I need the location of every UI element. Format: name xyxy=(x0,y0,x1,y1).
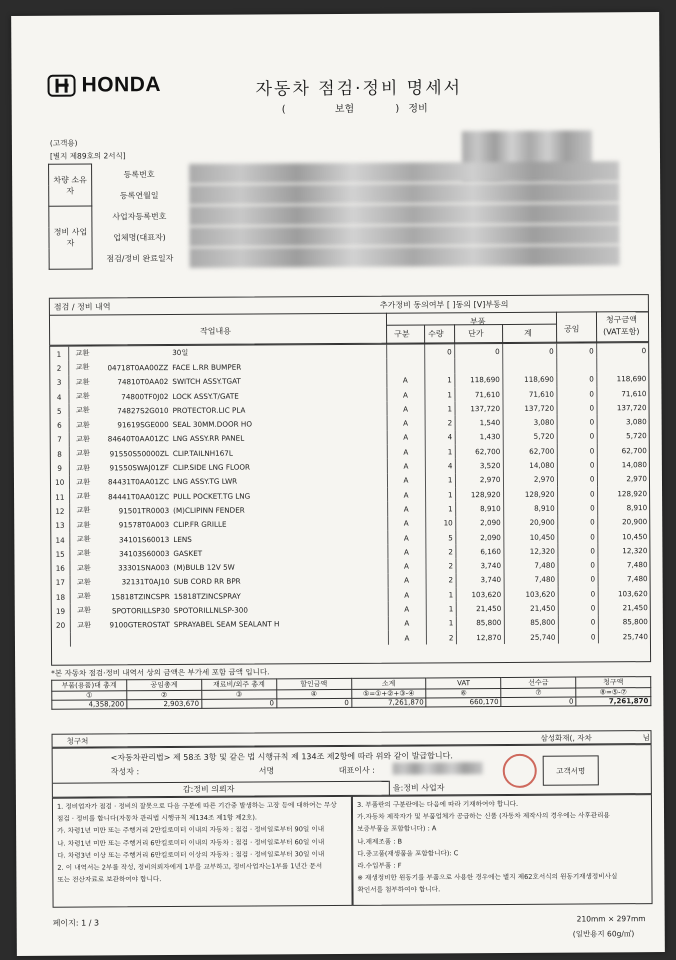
part-type: A xyxy=(388,602,426,617)
part-description: SPOTORILLNLSP-300 xyxy=(173,605,248,615)
part-type: A xyxy=(387,430,425,445)
author-label: 작성자 : xyxy=(110,767,140,777)
line-total: 7,480 xyxy=(504,572,558,587)
company-seal xyxy=(503,754,537,788)
part-code: 04718T0AA00ZZ xyxy=(107,362,169,373)
work-type: 교환 xyxy=(68,361,96,375)
owner-group-label: 차량 소유자 xyxy=(49,164,92,206)
claim-amount: 20,900 xyxy=(597,515,649,530)
part-code: 84640T0AA01ZC xyxy=(107,434,169,444)
part-code: 9100GTEROSTAT xyxy=(109,620,170,630)
work-type: 교환 xyxy=(69,475,97,489)
part-type: A xyxy=(387,502,425,517)
row-number: 15 xyxy=(55,549,65,559)
part-description: SWITCH ASSY.TGAT xyxy=(172,376,241,387)
line-total: 62,700 xyxy=(503,444,557,459)
unit-price: 1,430 xyxy=(455,430,503,445)
labor-cost: 0 xyxy=(556,372,596,387)
unit-price-header: 단가 xyxy=(468,329,484,339)
row-number: 1 xyxy=(56,349,62,359)
terms-left-line: 1. 정비업자가 점검 · 정비의 잘못으로 다음 구분에 따른 기간중 발생하는 고장 등에 대하여는 무상 xyxy=(56,801,337,811)
quantity: 1 xyxy=(424,401,454,415)
unit-price: 3,740 xyxy=(456,573,504,588)
terms-right-line: 다.중고품(재생품을 포함합니다): C xyxy=(357,849,459,858)
unit-price: 3,520 xyxy=(455,458,503,473)
row-number: 13 xyxy=(55,520,65,530)
vat-note: *본 자동차 점검·정비 내역서 상의 금액은 부가세 포함 금액 입니다. xyxy=(51,667,270,678)
summary-formula: ② xyxy=(127,690,202,699)
part-code: 91550SWAJ01ZF xyxy=(109,463,169,473)
work-type: 교환 xyxy=(69,561,97,575)
quantity: 1 xyxy=(426,616,456,630)
summary-formula: ⑥ xyxy=(426,689,501,698)
business-row-label: 사업자등록번호 xyxy=(112,211,167,221)
row-number: 7 xyxy=(57,435,62,445)
work-type: 교환 xyxy=(69,532,97,546)
labor-cost: 0 xyxy=(557,544,597,559)
part-code xyxy=(96,346,170,361)
quantity: 1 xyxy=(426,602,456,616)
row-number: 11 xyxy=(55,492,65,502)
unit-price: 2,090 xyxy=(455,530,503,545)
work-header xyxy=(49,294,649,346)
owner-row-label: 등록번호 xyxy=(123,169,155,179)
quantity: 1 xyxy=(425,502,455,516)
row-number: 8 xyxy=(57,449,62,459)
part-code: 74827S2G010 xyxy=(117,405,169,416)
document-subtitle: ( 보험 ) 정비 xyxy=(281,103,428,116)
part-description: FACE L.RR BUMPER xyxy=(172,362,242,372)
summary-header: 소계 xyxy=(351,678,426,689)
unit-price: 12,870 xyxy=(456,630,504,645)
terms-left-line: 2. 이 내역서는 2부를 작성, 정비의뢰자에게 1부를 교부하고, 정비사업자는1부를 1년간 문서 xyxy=(57,862,323,872)
quantity: 2 xyxy=(426,573,456,587)
document-title: 자동차 점검·정비 명세서 xyxy=(255,78,463,100)
part-description: CLIP.TAILNH167L xyxy=(172,448,233,458)
summary-formula: ④ xyxy=(276,689,351,698)
unit-price: 21,450 xyxy=(456,601,504,616)
type-header: 구분 xyxy=(394,329,410,339)
work-content-header: 작업내용 xyxy=(200,326,232,336)
terms-right-line: 나.재제조품 : B xyxy=(357,837,403,846)
line-total: 103,620 xyxy=(504,587,558,602)
line-total: 5,720 xyxy=(503,429,557,444)
summary-value: 7,261,870 xyxy=(351,698,426,707)
labor-cost: 0 xyxy=(557,458,597,473)
business-row-label: 업체명(대표자) xyxy=(113,232,166,242)
part-type: A xyxy=(388,616,426,631)
labor-cost: 0 xyxy=(557,529,597,544)
claim-amount: 0 xyxy=(596,343,648,358)
claim-amount: 7,480 xyxy=(598,572,650,587)
labor-cost: 0 xyxy=(558,615,598,630)
part-description: CLIP.SIDE LNG FLOOR xyxy=(172,462,251,473)
work-type: 교환 xyxy=(69,461,97,475)
claim-vat-header: (VAT포함) xyxy=(603,327,640,337)
part-type: A xyxy=(387,487,425,502)
line-total: 20,900 xyxy=(503,515,557,530)
brand-name: HONDA xyxy=(81,73,162,97)
labor-cost: 0 xyxy=(556,386,596,401)
claim-amount: 137,720 xyxy=(596,400,648,415)
line-total: 137,720 xyxy=(502,401,556,416)
work-type: 교환 xyxy=(68,389,96,403)
part-description: GASKET xyxy=(173,548,203,558)
summary-header: 공임총계 xyxy=(127,679,202,690)
summary-header: VAT xyxy=(426,678,501,689)
part-type: A xyxy=(387,530,425,545)
part-code: 84431T0AA01ZC xyxy=(108,477,170,487)
claim-amount: 103,620 xyxy=(598,586,650,601)
work-type: 교환 xyxy=(69,518,97,532)
labor-cost: 0 xyxy=(558,572,598,587)
claim-amount: 8,910 xyxy=(597,500,649,515)
part-description: LENS xyxy=(173,534,192,544)
owner-row-label: 등록연월일 xyxy=(119,190,159,200)
summary-value: 2,903,670 xyxy=(127,699,202,708)
work-type: 교환 xyxy=(69,404,97,418)
document-sheet xyxy=(11,12,665,956)
part-type: A xyxy=(387,459,425,474)
quantity: 4 xyxy=(425,459,455,473)
terms-left xyxy=(52,796,353,908)
part-type: A xyxy=(388,630,426,645)
summary-table xyxy=(51,676,651,710)
labor-cost: 0 xyxy=(557,429,597,444)
labor-cost: 0 xyxy=(557,443,597,458)
quantity: 0 xyxy=(424,344,454,358)
row-number: 3 xyxy=(56,377,62,387)
unit-price: 103,620 xyxy=(456,587,504,602)
work-type: 교환 xyxy=(69,489,97,503)
paper-spec: (일반용지 60g/㎡) xyxy=(572,929,635,939)
work-type: 교환 xyxy=(70,618,98,632)
row-number: 16 xyxy=(55,563,65,573)
part-code: 74810T0AA02 xyxy=(117,377,169,387)
claim-header: 청구금액 xyxy=(605,315,637,325)
line-total: 128,920 xyxy=(503,487,557,502)
part-type: A xyxy=(388,573,426,588)
claim-amount: 12,320 xyxy=(597,543,649,558)
unit-price: 3,740 xyxy=(455,558,503,573)
line-total: 0 xyxy=(502,344,556,359)
line-total: 21,450 xyxy=(504,601,558,616)
work-section-label: 점검 / 정비 내역 xyxy=(53,302,111,312)
honda-logo xyxy=(47,73,161,98)
claim-suffix: 님 xyxy=(642,733,650,743)
unit-price: 0 xyxy=(454,344,502,359)
work-type: 교환 xyxy=(69,504,97,518)
quantity: 1 xyxy=(424,373,454,387)
summary-value: 4,358,200 xyxy=(52,700,127,709)
quantity: 4 xyxy=(425,430,455,444)
row-number: 20 xyxy=(56,620,66,631)
claim-amount: 25,740 xyxy=(598,629,650,644)
work-type: 교환 xyxy=(70,604,98,618)
labor-cost: 0 xyxy=(557,515,597,530)
claim-amount: 10,450 xyxy=(597,529,649,544)
part-code: 15818TZINCSPR xyxy=(111,591,170,602)
part-description: (M)BULB 12V 5W xyxy=(173,562,235,573)
part-type: A xyxy=(387,545,425,560)
part-code: 91501TR0003 xyxy=(118,505,170,516)
line-total: 10,450 xyxy=(503,530,557,545)
quantity: 5 xyxy=(425,530,455,544)
quantity: 1 xyxy=(425,473,455,487)
part-type: A xyxy=(386,373,424,388)
summary-formula: ③ xyxy=(202,690,277,699)
labor-cost: 0 xyxy=(556,401,596,416)
form-reference: [별지 제89호의 2서식] xyxy=(49,151,126,161)
part-type: A xyxy=(387,473,425,488)
items-table xyxy=(50,343,650,647)
labor-cost: 0 xyxy=(557,558,597,573)
claim-amount xyxy=(596,357,648,372)
terms-right-line: 3. 부품란의 구분란에는 다음에 따라 기재하여야 합니다. xyxy=(356,799,519,809)
claim-amount: 71,610 xyxy=(596,386,648,401)
claim-amount: 118,690 xyxy=(596,372,648,387)
summary-formula: ⑧=⑤-⑦ xyxy=(576,688,651,697)
unit-price: 2,090 xyxy=(455,516,503,531)
labor-cost: 0 xyxy=(557,501,597,516)
labor-cost xyxy=(556,358,596,373)
row-number: 2 xyxy=(56,363,62,373)
quantity xyxy=(424,359,454,373)
part-description: LNG ASSY.RR PANEL xyxy=(172,433,245,444)
line-total: 118,690 xyxy=(502,372,556,387)
summary-value: 0 xyxy=(202,699,277,708)
part-code: 34103S60003 xyxy=(119,548,170,559)
terms-right-line: 보증부품을 포함합니다) : A xyxy=(357,824,437,834)
summary-value: 0 xyxy=(276,698,351,707)
unit-price: 128,920 xyxy=(455,487,503,502)
unit-price: 2,970 xyxy=(455,473,503,488)
representative-label: 대표이사 : xyxy=(338,765,375,776)
line-total: 2,970 xyxy=(503,472,557,487)
terms-right xyxy=(352,794,653,906)
quantity: 2 xyxy=(425,416,455,430)
unit-price: 62,700 xyxy=(455,444,503,459)
part-type: A xyxy=(386,387,424,402)
quantity: 1 xyxy=(424,387,454,401)
provider-heading: 을:정비 사업자 xyxy=(392,783,445,793)
line-total: 25,740 xyxy=(504,630,558,645)
labor-cost: 0 xyxy=(556,343,596,358)
parts-header: 부품 xyxy=(469,317,486,327)
line-total: 85,800 xyxy=(504,615,558,630)
terms-left-line: 가. 차령1년 미만 또는 주행거리 2만킬로미터 이내의 자동차 : 점검 · 정비일로부터 90일 이내 xyxy=(57,825,325,836)
claim-amount: 5,720 xyxy=(597,429,649,444)
total-header: 계 xyxy=(524,328,532,338)
work-type: 교환 xyxy=(70,590,98,604)
summary-header: 재료비/외주 총계 xyxy=(201,679,276,690)
row-number: 19 xyxy=(55,606,66,616)
part-code: 91619SGE000 xyxy=(117,420,169,430)
part-code: 34101S60013 xyxy=(119,534,170,544)
labor-cost: 0 xyxy=(557,486,597,501)
claim-amount: 128,920 xyxy=(597,486,649,501)
part-type xyxy=(386,359,424,374)
quantity: 10 xyxy=(425,516,455,530)
legal-statement: <자동차관리법> 제 58조 3항 및 같은 법 시행규칙 제 134조 제2항에 따라 위와 같이 발급합니다. xyxy=(110,751,453,763)
terms-right-line: 가.자동차 제작자가 및 부품업체가 공급하는 신품 (자동차 제작사의 경우에는 사후관리용 xyxy=(357,811,610,822)
unit-price xyxy=(454,358,502,373)
line-total: 7,480 xyxy=(503,558,557,573)
labor-cost: 0 xyxy=(558,629,598,644)
part-description: PULL POCKET.TG LNG xyxy=(173,491,251,501)
part-description xyxy=(172,631,388,647)
part-description: 15818TZINCSPRAY xyxy=(173,591,241,601)
sign-label: 서명 xyxy=(258,766,275,776)
summary-header: 청구액 xyxy=(576,677,651,688)
part-description: SUB CORD RR BPR xyxy=(173,576,241,587)
terms-left-line: 다. 차령3년 이상 또는 주행거리 6만킬로미터 이상의 자동차 : 점검 · 정비일로부터 30일 이내 xyxy=(57,849,325,860)
labor-cost: 0 xyxy=(558,601,598,616)
part-description: SPRAYABEL SEAM SEALANT H xyxy=(173,619,280,630)
customer-signature-label: 고객서명 xyxy=(543,755,599,785)
work-type: 교환 xyxy=(69,418,97,432)
part-description: PROTECTOR.LIC PLA xyxy=(172,405,246,415)
part-description: LNG ASSY.TG LWR xyxy=(172,476,238,487)
claim-amount: 14,080 xyxy=(597,457,649,472)
labor-header: 공임 xyxy=(564,324,580,334)
requester-heading: 갑:정비 의뢰자 xyxy=(182,784,235,794)
part-description: LOCK ASSY.T/GATE xyxy=(172,391,239,401)
row-number: 9 xyxy=(57,463,62,473)
row-number: 4 xyxy=(56,392,62,402)
issuance-block xyxy=(52,744,652,798)
work-type: 교환 xyxy=(69,432,97,446)
quantity: 2 xyxy=(426,630,456,644)
claim-amount: 85,800 xyxy=(598,615,650,630)
quantity: 1 xyxy=(425,444,455,458)
insurer-name: 삼성화재(, 자차 xyxy=(540,733,592,743)
terms-right-line: 라.수입부품 : F xyxy=(357,861,402,870)
summary-value: 0 xyxy=(501,697,576,706)
row-number: 12 xyxy=(55,506,65,516)
part-description: SEAL 30MM.DOOR HO xyxy=(172,419,253,430)
row-number: 5 xyxy=(56,406,62,416)
line-total: 71,610 xyxy=(502,387,556,402)
page-indicator: 페이지: 1 / 3 xyxy=(52,918,100,928)
unit-price: 137,720 xyxy=(454,401,502,416)
part-description: (M)CLIPINN FENDER xyxy=(173,505,245,515)
labor-cost: 0 xyxy=(557,415,597,430)
unit-price: 71,610 xyxy=(454,387,502,402)
quantity: 1 xyxy=(425,487,455,501)
work-type: 교환 xyxy=(70,575,98,589)
line-total: 14,080 xyxy=(503,458,557,473)
completion-date-label: 점검/정비 완료일자 xyxy=(106,253,174,263)
claim-amount: 2,970 xyxy=(597,472,649,487)
work-type: 교환 xyxy=(69,547,97,561)
part-type: A xyxy=(387,559,425,574)
summary-formula: ① xyxy=(52,691,127,700)
claim-amount: 21,450 xyxy=(598,600,650,615)
part-type: A xyxy=(387,445,425,460)
quantity: 2 xyxy=(425,544,455,558)
summary-value: 7,261,870 xyxy=(576,697,651,706)
part-code: 91550S50000ZL xyxy=(109,448,169,459)
row-number: 10 xyxy=(55,477,65,488)
row-number: 6 xyxy=(57,420,62,430)
work-type: 교환 xyxy=(68,375,96,389)
work-type xyxy=(70,632,98,646)
line-total xyxy=(502,358,556,373)
row-number xyxy=(52,633,70,647)
row-number: 14 xyxy=(55,535,65,545)
part-type: A xyxy=(386,402,424,417)
terms-right-line: ※ 재생정비한 원동기를 부품으로 사용한 경우에는 별지 제62호서식의 원동기재생정비사실 xyxy=(357,872,618,883)
part-code: 84441T0AA01ZC xyxy=(108,491,170,502)
copy-type: (고객용) xyxy=(49,138,78,148)
paper-size: 210mm × 297mm xyxy=(576,914,646,924)
row-number: 18 xyxy=(55,592,66,602)
claim-amount: 62,700 xyxy=(597,443,649,458)
part-code: 33301SNA003 xyxy=(118,563,170,573)
row-number: 17 xyxy=(55,578,65,588)
consent-status: 추가정비 동의여부 [ ]동의 [V]부동의 xyxy=(379,299,509,310)
line-total: 12,320 xyxy=(503,544,557,559)
unit-price: 1,540 xyxy=(455,415,503,430)
part-description: CLIP.FR GRILLE xyxy=(173,519,227,530)
qty-header: 수량 xyxy=(428,329,444,339)
part-code: 74800TF0J02 xyxy=(121,391,169,401)
unit-price: 118,690 xyxy=(454,373,502,388)
summary-header: 부품(용품)대 총계 xyxy=(52,680,127,691)
work-type: 교환 xyxy=(69,447,97,461)
summary-value: 660,170 xyxy=(426,698,501,707)
summary-formula: ⑦ xyxy=(501,688,576,697)
business-group-label: 정비 사업자 xyxy=(49,206,92,269)
summary-header: 할인금액 xyxy=(276,678,351,689)
part-code: SPOTORILLSP30 xyxy=(111,606,170,616)
part-type xyxy=(386,344,424,359)
part-type: A xyxy=(387,516,425,531)
part-type: A xyxy=(387,416,425,431)
terms-right-line: 확인서를 첨부하여야 합니다. xyxy=(357,885,441,895)
unit-price: 6,160 xyxy=(455,544,503,559)
claim-label: 청구처 xyxy=(66,736,89,746)
table-row xyxy=(52,629,650,647)
summary-header: 선수금 xyxy=(501,677,576,688)
terms-left-line: 점검 · 정비를 합니다(자동차 관리법 시행규칙 제134조 제1항 제2호). xyxy=(57,813,258,823)
work-type: 교환 xyxy=(68,346,96,360)
quantity: 2 xyxy=(425,559,455,573)
quantity: 1 xyxy=(426,587,456,601)
claim-amount: 7,480 xyxy=(597,558,649,573)
part-code: 32131T0AJ10 xyxy=(121,577,170,587)
part-description: 30일 xyxy=(172,348,189,358)
unit-price: 8,910 xyxy=(455,501,503,516)
line-total: 3,080 xyxy=(503,415,557,430)
labor-cost: 0 xyxy=(558,586,598,601)
terms-left-line: 나. 차령1년 미만 또는 주행거리 6만킬로미터 이내의 자동차 : 점검 · 정비일로부터 60일 이내 xyxy=(57,837,325,848)
part-code xyxy=(98,632,172,647)
items-wrapper xyxy=(49,342,651,666)
owner-table xyxy=(48,160,649,270)
terms-left-line: 또는 전산자료로 보관하여야 합니다. xyxy=(57,875,162,884)
part-type: A xyxy=(388,588,426,603)
claim-amount: 3,080 xyxy=(597,415,649,430)
line-total: 8,910 xyxy=(503,501,557,516)
unit-price: 85,800 xyxy=(456,616,504,631)
labor-cost: 0 xyxy=(557,472,597,487)
summary-formula: ⑤=①+②+③-④ xyxy=(351,689,426,698)
part-code: 91578T0A003 xyxy=(118,520,170,530)
honda-h-icon xyxy=(47,75,75,97)
